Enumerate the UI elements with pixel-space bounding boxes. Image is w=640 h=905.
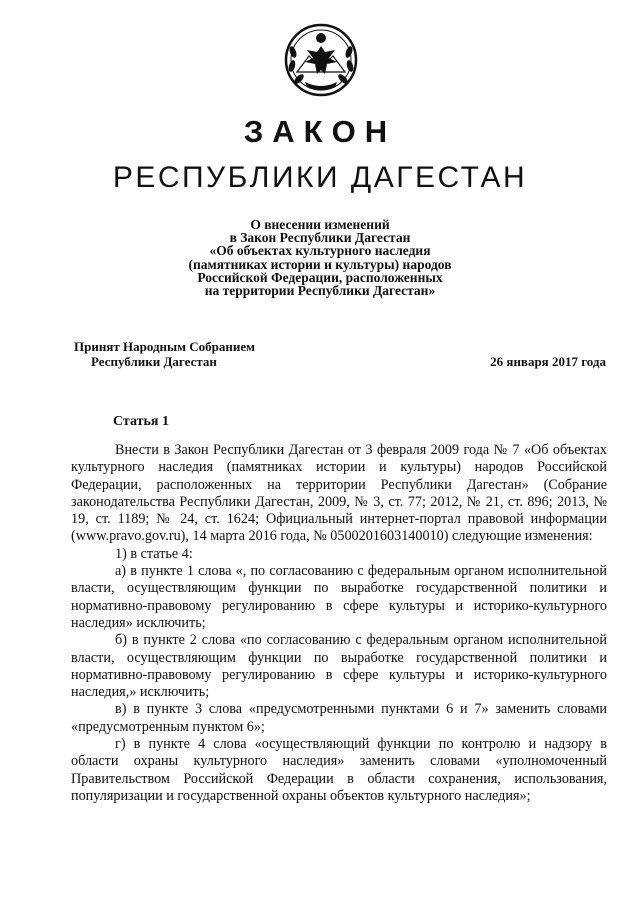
heading-line: Российской Федерации, расположенных (197, 269, 443, 285)
adopted-line-2: Республики Дагестан (91, 354, 217, 369)
paragraph: б) в пункте 2 слова «по согласованию с федеральным органом исполнительной власти, осуществляющим функции по выработке государственной политики и нормативно-правовому регулированию в сфере культуры и историко-культурного наследия,» исключить; (71, 632, 607, 701)
paragraph: г) в пункте 4 слова «осуществляющий функции по контролю и надзору в области охраны культурного наследия» заменить словами «уполномоченный Правительством Российской Федерации в области сохранения, использования, популяризации и государственной охраны объектов культурного наследия»; (71, 736, 607, 804)
law-title: ЗАКОН (243, 114, 397, 149)
heading-line: в Закон Республики Дагестан (229, 230, 411, 246)
paragraph: в) в пункте 3 слова «предусмотренными пунктами 6 и 7» заменить словами «предусмотренным пунктом 6»; (71, 701, 607, 735)
paragraph: Внести в Закон Республики Дагестан от 3 февраля 2009 года № 7 «Об объектах культурного наследия (памятниках истории и культуры) народов Российской Федерации, расположенных на территории Республики Дагестан» (Собрание законодательства Республики Дагестан, 2009, № 3, ст. 77; 2012, № 21, ст. 896; 2013, № 19, ст. 1189; № 24, ст. 1624; Официальный интернет-портал правовой информации (www.pravo.gov.ru), 14 марта 2016 года, № 0500201603140010) следующие изменения: (71, 442, 607, 545)
heading-line: (памятниках истории и культуры) народов (188, 256, 452, 272)
adopted-date: 26 января 2017 года (490, 354, 606, 369)
paragraph: а) в пункте 1 слова «, по согласованию с федеральным органом исполнительной власти, осуществляющим функции по выработке государственной политики и нормативно-правовому регулированию в сфере культуры и историко-культурного наследия» исключить; (71, 563, 607, 631)
heading-line: О внесении изменений (250, 217, 390, 232)
coat-of-arms-icon (283, 22, 359, 98)
adopted-by (74, 339, 255, 369)
heading-line: «Об объектах культурного наследия (209, 243, 431, 259)
adopted-line-1: Принят Народным Собранием (74, 339, 256, 354)
heading-line: на территории Республики Дагестан» (204, 283, 436, 299)
law-heading (150, 218, 490, 297)
paragraph: 1) в статье 4: (115, 545, 193, 562)
article-body (71, 442, 607, 805)
article-title: Статья 1 (113, 414, 169, 429)
law-subtitle: РЕСПУБЛИКИ ДАГЕСТАН (112, 161, 528, 194)
